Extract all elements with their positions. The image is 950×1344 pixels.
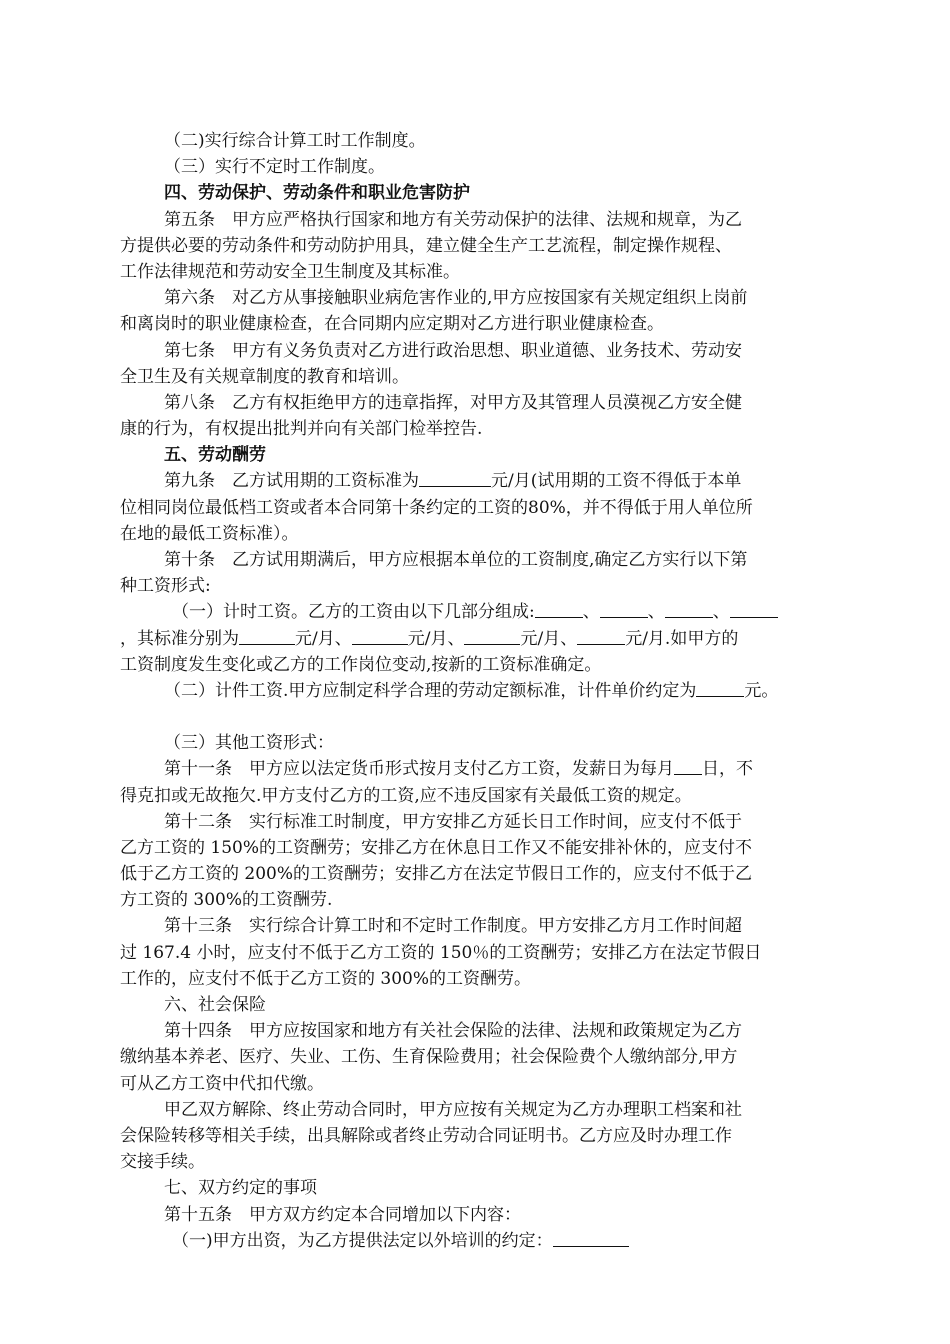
article-10: 第十条 乙方试用期满后，甲方应根据本单位的工资制度,确定乙方实行以下第 (164, 550, 748, 570)
article-13: 第十三条 实行综合计算工时和不定时工作制度。甲方安排乙方月工作时间超 (164, 916, 742, 937)
paragraph-line: 工资制度发生变化或乙方的工作岗位变动,按新的工资标准确定。 (120, 654, 602, 675)
wage-standard-line (120, 626, 832, 652)
wage-amount-blank[interactable] (352, 627, 408, 645)
article-5: 第五条 甲方应严格执行国家和地方有关劳动保护的法律、法规和规章，为乙 (164, 209, 742, 230)
paragraph-line: 过 167.4 小时，应支付不低于乙方工资的 150％的工资酬劳；安排乙方在法定节假日 (120, 942, 762, 963)
wage-component-blank[interactable] (665, 600, 713, 618)
wage-standard-text: ，其标准分别为 (120, 628, 239, 649)
paragraph-line: 缴纳基本养老、医疗、失业、工伤、生育保险费用；社会保险费个人缴纳部分,甲方 (120, 1047, 738, 1068)
article-9 (120, 468, 832, 494)
paragraph-line: 在地的最低工资标准）。 (120, 523, 299, 544)
separator: 、 (647, 602, 665, 623)
wage-amount-blank[interactable] (577, 627, 625, 645)
training-line (120, 1228, 832, 1254)
piece-wage-line (120, 678, 832, 704)
paragraph-line: 康的行为，有权提出批判并向有关部门检举控告. (120, 419, 483, 440)
paragraph-line: 低于乙方工资的 200%的工资酬劳；安排乙方在法定节假日工作的，应支付不低于乙 (120, 864, 753, 885)
separator: 、 (582, 602, 600, 623)
section-heading-4: 四、劳动保护、劳动条件和职业危害防护 (164, 183, 470, 204)
article-11-text: 第十一条 甲方应以法定货币形式按月支付乙方工资，发薪日为每月 (164, 759, 674, 780)
paragraph-line: 得克扣或无故拖欠.甲方支付乙方的工资,应不违反国家有关最低工资的规定。 (120, 785, 692, 806)
paragraph-line: 交接手续。 (120, 1152, 205, 1173)
article-9-text-tail: 元/月(试用期的工资不得低于本单 (491, 471, 742, 492)
paragraph-line: 种工资形式: (120, 576, 211, 597)
article-11 (120, 756, 832, 782)
paragraph-line: 乙方工资的 150%的工资酬劳；安排乙方在休息日工作又不能安排补休的，应支付不 (120, 837, 753, 858)
wage-component-blank[interactable] (535, 600, 583, 618)
paragraph-line: （二)实行综合计算工时工作制度。 (164, 131, 426, 151)
separator: 、 (712, 602, 730, 623)
article-11-text-tail: 日，不 (702, 759, 753, 780)
paragraph-line: 和离岗时的职业健康检查，在合同期内应定期对乙方进行职业健康检查。 (120, 314, 664, 335)
piece-wage-text: （二）计件工资.甲方应制定科学合理的劳动定额标准，计件单价约定为 (164, 680, 697, 701)
other-wage-line: （三）其他工资形式： (164, 733, 334, 754)
article-7: 第七条 甲方有义务负责对乙方进行政治思想、职业道德、业务技术、劳动安 (164, 340, 742, 361)
time-wage-line (120, 599, 832, 625)
wage-component-blank[interactable] (730, 600, 778, 618)
paragraph-line: 工作法律规范和劳动安全卫生制度及其标准。 (120, 261, 460, 282)
training-blank[interactable] (553, 1229, 629, 1247)
trial-wage-blank[interactable] (419, 469, 491, 487)
paragraph-line: （三）实行不定时工作制度。 (164, 157, 385, 178)
wage-amount-blank[interactable] (464, 627, 520, 645)
termination-paragraph: 甲乙双方解除、终止劳动合同时，甲方应按有关规定为乙方办理职工档案和社 (164, 1099, 742, 1120)
article-14: 第十四条 甲方应按国家和地方有关社会保险的法律、法规和政策规定为乙方 (164, 1021, 742, 1042)
article-12: 第十二条 实行标准工时制度，甲方安排乙方延长日工作时间，应支付不低于 (164, 811, 742, 832)
section-heading-7: 七、双方约定的事项 (164, 1178, 317, 1199)
paragraph-line: 可从乙方工资中代扣代缴。 (120, 1073, 324, 1094)
piece-rate-blank[interactable] (696, 679, 744, 697)
training-text: （一)甲方出资，为乙方提供法定以外培训的约定： (172, 1230, 553, 1251)
paragraph-line: 全卫生及有关规章制度的教育和培训。 (120, 366, 409, 387)
article-8: 第八条 乙方有权拒绝甲方的违章指挥，对甲方及其管理人员漠视乙方安全健 (164, 392, 742, 413)
unit-text: 元/月、 (407, 628, 465, 649)
article-15: 第十五条 甲方双方约定本合同增加以下内容： (164, 1204, 521, 1225)
wage-component-blank[interactable] (600, 600, 648, 618)
paragraph-line: 位相同岗位最低档工资或者本合同第十条约定的工资的80%，并不得低于用人单位所 (120, 497, 753, 518)
article-6: 第六条 对乙方从事接触职业病危害作业的,甲方应按国家有关规定组织上岗前 (164, 288, 748, 309)
paragraph-line: 方提供必要的劳动条件和劳动防护用具，建立健全生产工艺流程，制定操作规程、 (120, 235, 732, 256)
section-heading-5: 五、劳动酬劳 (164, 445, 266, 466)
document-page (120, 128, 832, 1254)
unit-text: 元/月.如甲方的 (625, 628, 739, 649)
time-wage-text: （一）计时工资。乙方的工资由以下几部分组成: (172, 602, 535, 623)
paragraph-line: 方工资的 300%的工资酬劳. (120, 890, 333, 911)
article-9-text: 第九条 乙方试用期的工资标准为 (164, 471, 419, 492)
section-heading-6: 六、社会保险 (164, 995, 266, 1015)
wage-amount-blank[interactable] (239, 627, 295, 645)
payday-blank[interactable] (674, 757, 702, 775)
blank-line (120, 704, 832, 730)
unit-text: 元/月、 (520, 628, 578, 649)
piece-wage-unit: 元。 (744, 680, 779, 701)
paragraph-line: 工作的，应支付不低于乙方工资的 300%的工资酬劳。 (120, 968, 532, 989)
unit-text: 元/月、 (295, 628, 352, 649)
paragraph-line: 会保险转移等相关手续，出具解除或者终止劳动合同证明书。乙方应及时办理工作 (120, 1125, 732, 1146)
